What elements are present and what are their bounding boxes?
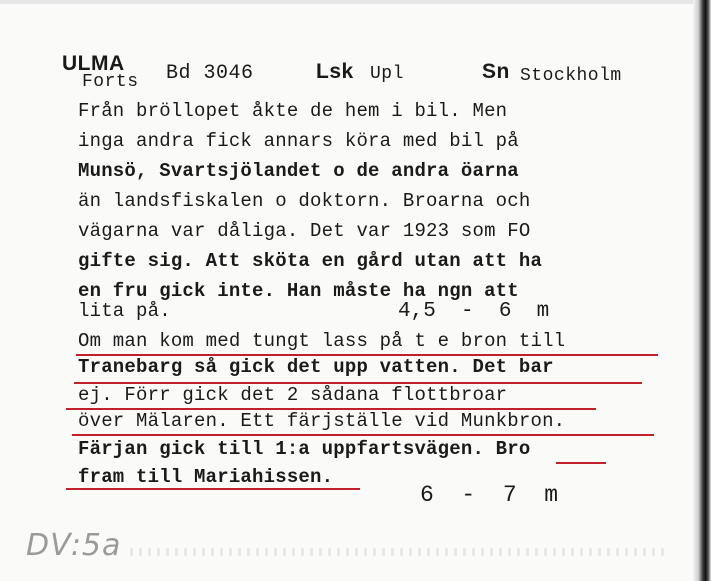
text-line: en fru gick inte. Han måste ha ngn att (78, 280, 519, 302)
text-line: än landsfiskalen o doktorn. Broarna och (78, 190, 531, 212)
card-right-edge (693, 0, 711, 581)
archive-stamp: ULMA (62, 52, 125, 75)
lsk-value: Upl (370, 64, 404, 84)
text-line: Från bröllopet åkte de hem i bil. Men (78, 100, 508, 122)
record-number: Bd 3046 (166, 62, 254, 85)
red-underline (66, 488, 360, 490)
red-underline (556, 462, 606, 464)
measure-depth-2: 6 - 7 m (420, 482, 559, 508)
text-line: Tranebarg så gick det upp vatten. Det bar (78, 356, 554, 378)
text-line: inga andra fick annars köra med bil på (78, 130, 519, 152)
measure-depth-1: 4,5 - 6 m (398, 300, 550, 323)
text-line: Om man kom med tungt lass på t e bron till (78, 330, 566, 352)
text-line: lita på. (78, 300, 171, 322)
sn-label: Sn (482, 60, 510, 83)
faint-bleed-through (130, 548, 670, 556)
archive-subtitle: Forts (82, 72, 139, 92)
lsk-label: Lsk (316, 60, 354, 83)
text-line: Munsö, Svartsjölandet o de andra öarna (78, 160, 519, 182)
sn-value: Stockholm (520, 66, 622, 86)
text-line: vägarna var dåliga. Det var 1923 som FO (78, 220, 531, 242)
text-line: fram till Mariahissen. (78, 466, 334, 488)
text-line: Färjan gick till 1:a uppfartsvägen. Bro (78, 438, 531, 460)
card-top-edge (0, 0, 711, 4)
handwritten-code: DV:5a (26, 528, 122, 563)
red-underline (72, 434, 654, 436)
text-line: ej. Förr gick det 2 sådana flottbroar (78, 384, 508, 406)
text-line: över Mälaren. Ett färjställe vid Munkbron. (78, 410, 566, 432)
text-line: gifte sig. Att sköta en gård utan att ha (78, 250, 543, 272)
